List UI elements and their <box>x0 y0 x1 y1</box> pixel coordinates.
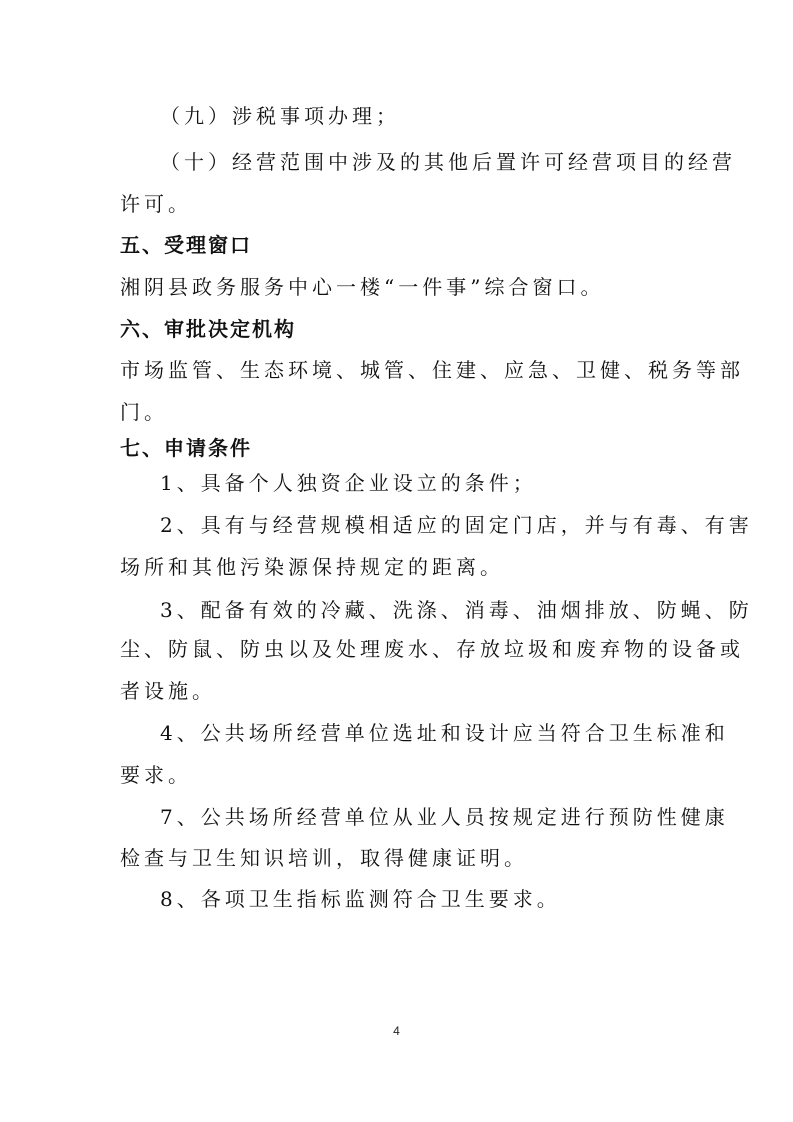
approval-authority-text: 市场监管、生态环境、城管、住建、应急、卫健、税务等部 <box>120 358 744 382</box>
condition-3-cont-1: 尘、防鼠、防虫以及处理废水、存放垃圾和废弃物的设备或 <box>120 637 744 661</box>
page-number: 4 <box>393 1024 400 1038</box>
section-heading-acceptance-window: 五、受理窗口 <box>120 233 252 257</box>
approval-authority-text-cont: 门。 <box>120 400 168 424</box>
condition-7-cont: 检查与卫生知识培训，取得健康证明。 <box>120 846 528 870</box>
acceptance-window-text: 湘阴县政务服务中心一楼“一件事”综合窗口。 <box>120 275 605 299</box>
section-heading-approval-authority: 六、审批决定机构 <box>120 317 296 341</box>
item-10-other-licenses-cont: 许可。 <box>120 192 192 216</box>
condition-2: 2、具有与经营规模相适应的固定门店，并与有毒、有害 <box>160 513 753 537</box>
section-heading-application-conditions: 七、申请条件 <box>120 436 252 460</box>
condition-3: 3、配备有效的冷藏、洗涤、消毒、油烟排放、防蝇、防 <box>160 598 753 622</box>
condition-4-cont: 要求。 <box>120 763 192 787</box>
condition-4: 4、公共场所经营单位选址和设计应当符合卫生标准和 <box>160 721 729 745</box>
item-10-other-licenses: （十）经营范围中涉及的其他后置许可经营项目的经营 <box>160 150 736 174</box>
condition-2-cont: 场所和其他污染源保持规定的距离。 <box>120 555 504 579</box>
condition-7: 7、公共场所经营单位从业人员按规定进行预防性健康 <box>160 805 729 829</box>
condition-3-cont-2: 者设施。 <box>120 679 216 703</box>
item-9-tax-affairs: （九）涉税事项办理； <box>160 104 400 128</box>
condition-1: 1、具备个人独资企业设立的条件； <box>160 471 537 495</box>
condition-8: 8、各项卫生指标监测符合卫生要求。 <box>160 887 561 911</box>
